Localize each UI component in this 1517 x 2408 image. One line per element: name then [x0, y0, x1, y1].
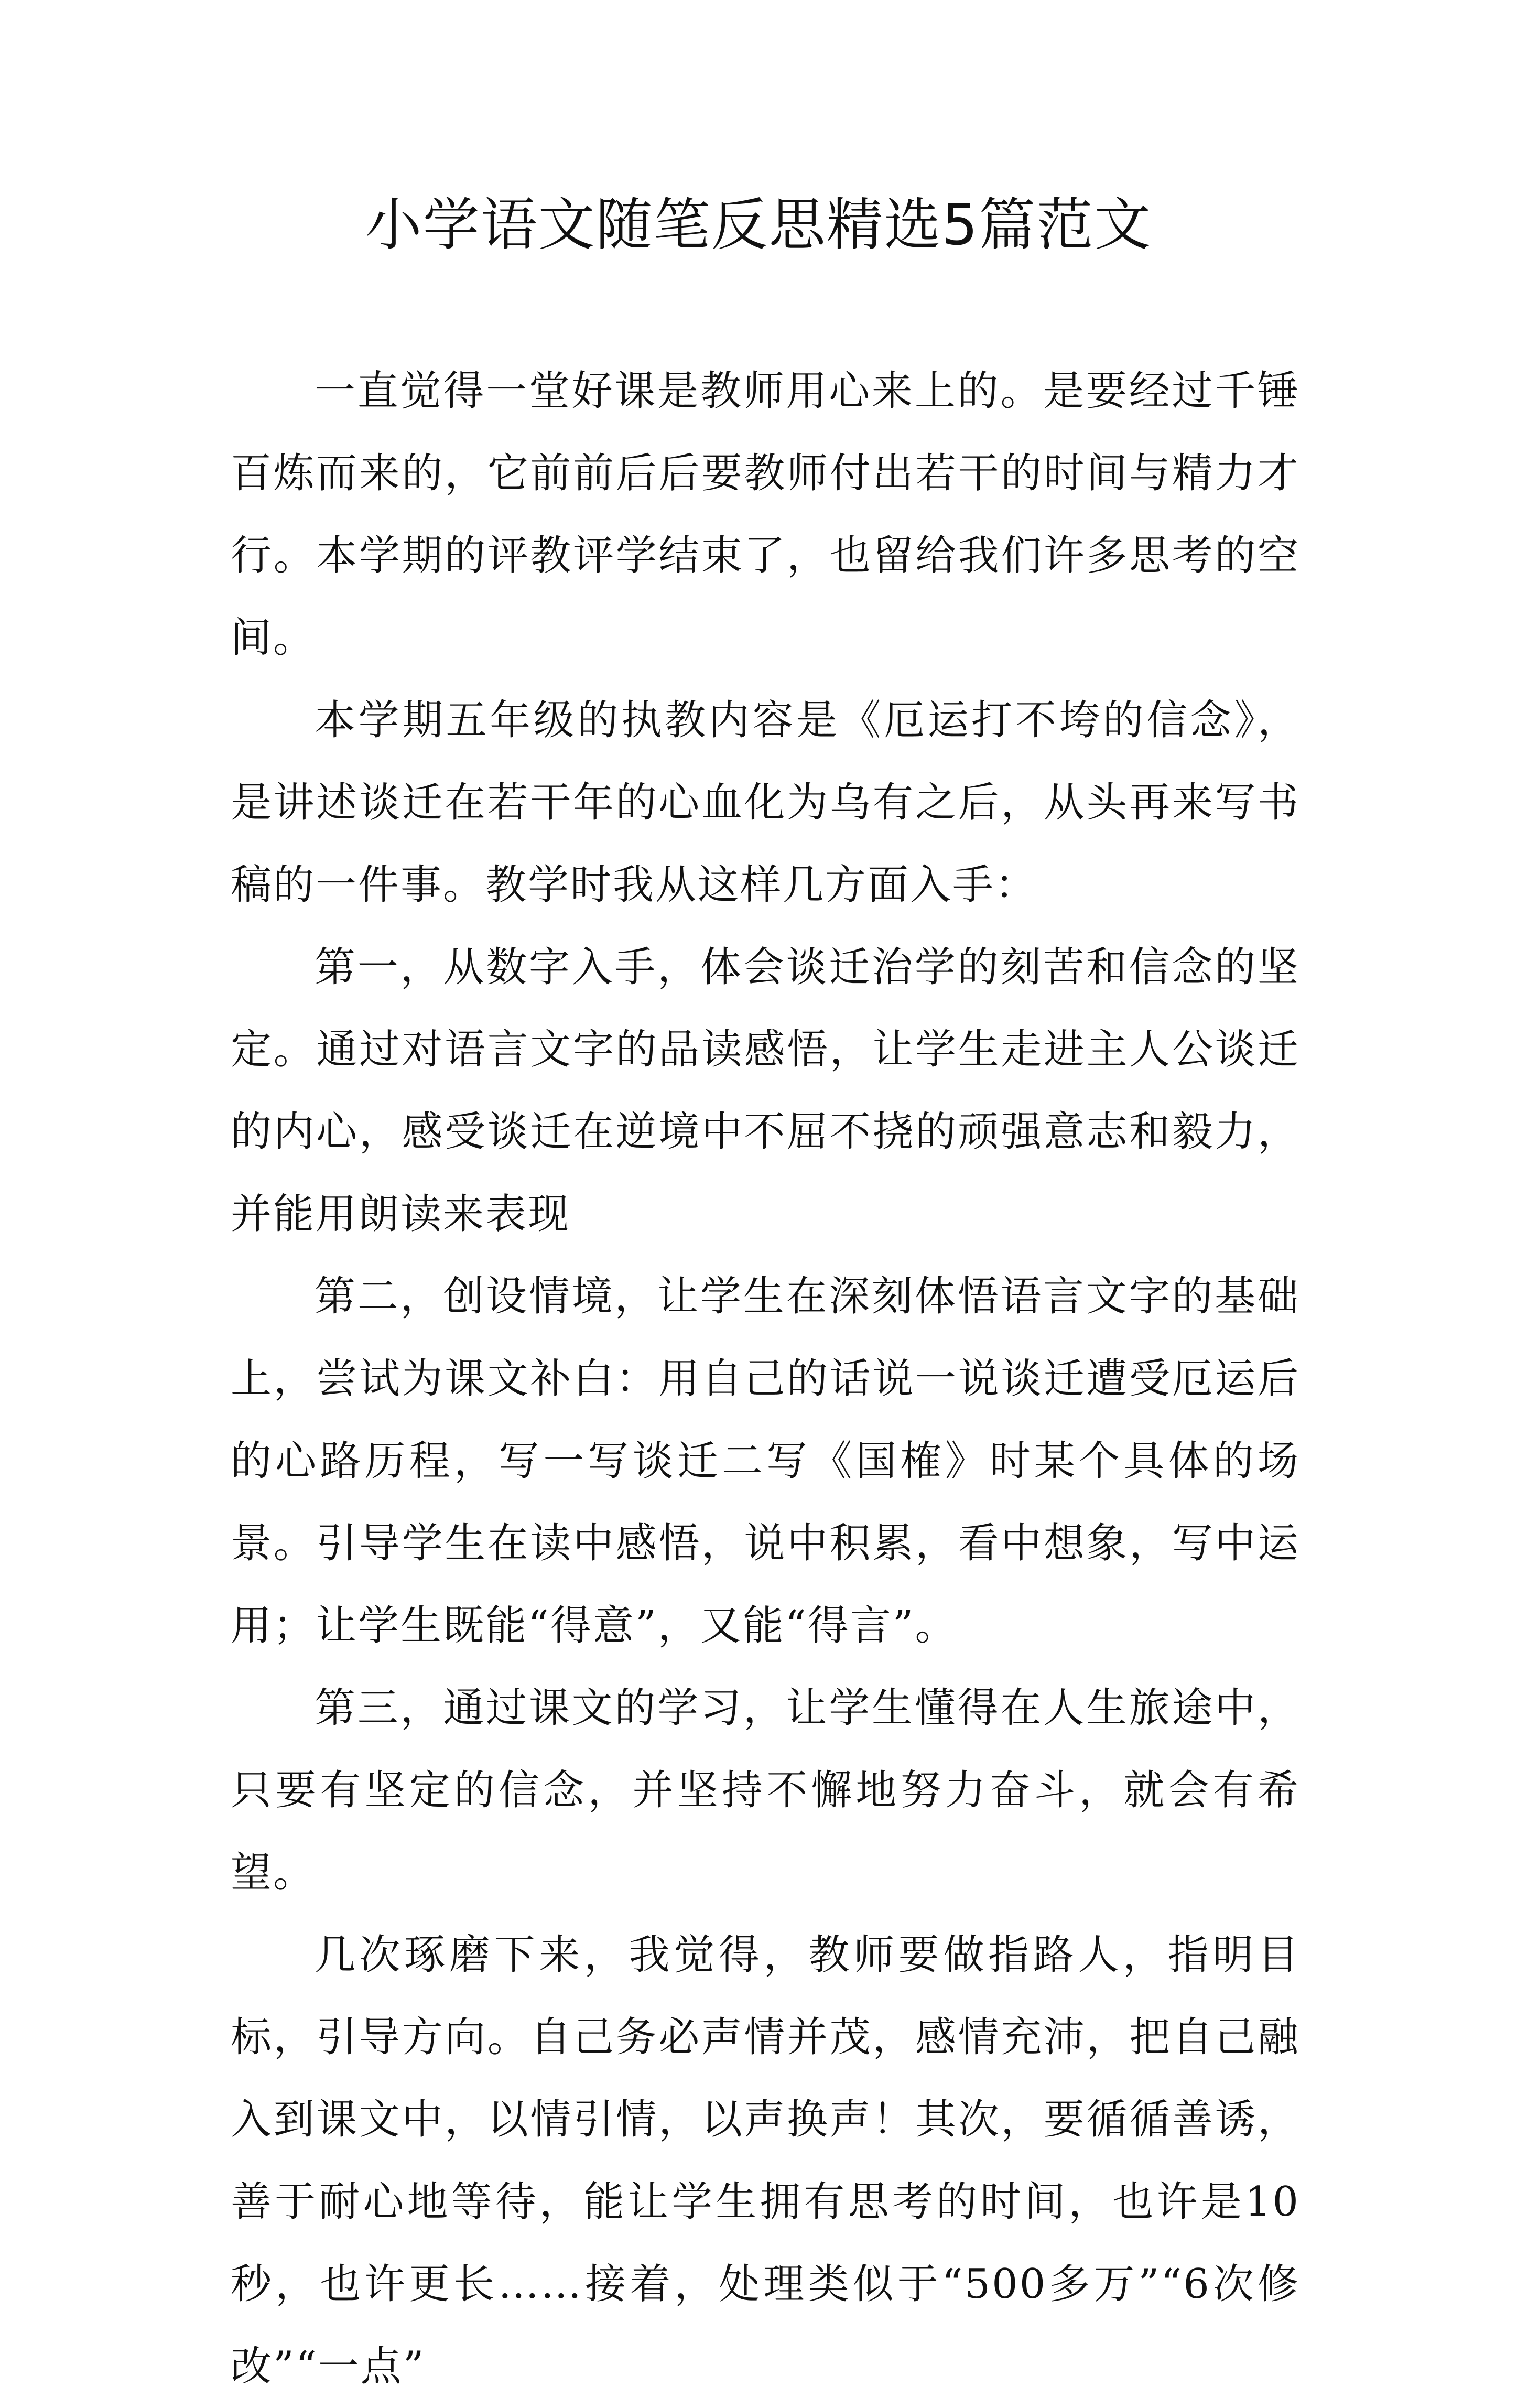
paragraph-4: 第二，创设情境，让学生在深刻体悟语言文字的基础上，尝试为课文补白：用自己的话说一说谈迁遭受厄运后的心路历程，写一写谈迁二写《国榷》时某个具体的场景。引导学生在读中感悟，说中积累，看中想象，写中运用；让学生既能“得意”，又能“得言”。 — [231, 1273, 1300, 1649]
document-title: 小学语文随笔反思精选5篇范文 — [365, 192, 1152, 258]
paragraph-6: 几次琢磨下来，我觉得，教师要做指路人，指明目标，引导方向。自己务必声情并茂，感情充沛，把自己融入到课文中，以情引情，以声换声！其次，要循循善诱，善于耐心地等待，能让学生拥有思考的时间，也许是10秒，也许更长……接着，处理类似于“500多万”“6次修改”“一点” — [231, 1931, 1300, 2390]
document-body — [231, 350, 1300, 2408]
paragraph-3: 第一，从数字入手，体会谈迁治学的刻苦和信念的坚定。通过对语言文字的品读感悟，让学生走进主人公谈迁的内心，感受谈迁在逆境中不屈不挠的顽强意志和毅力，并能用朗读来表现 — [231, 944, 1300, 1238]
paragraph-1: 一直觉得一堂好课是教师用心来上的。是要经过千锤百炼而来的，它前前后后要教师付出若干的时间与精力才行。本学期的评教评学结束了，也留给我们许多思考的空间。 — [231, 368, 1300, 662]
paragraph-2: 本学期五年级的执教内容是《厄运打不垮的信念》，是讲述谈迁在若干年的心血化为乌有之后，从头再来写书稿的一件事。教学时我从这样几方面入手： — [231, 697, 1300, 909]
paragraph-5: 第三，通过课文的学习，让学生懂得在人生旅途中，只要有坚定的信念，并坚持不懈地努力奋斗，就会有希望。 — [231, 1684, 1300, 1896]
